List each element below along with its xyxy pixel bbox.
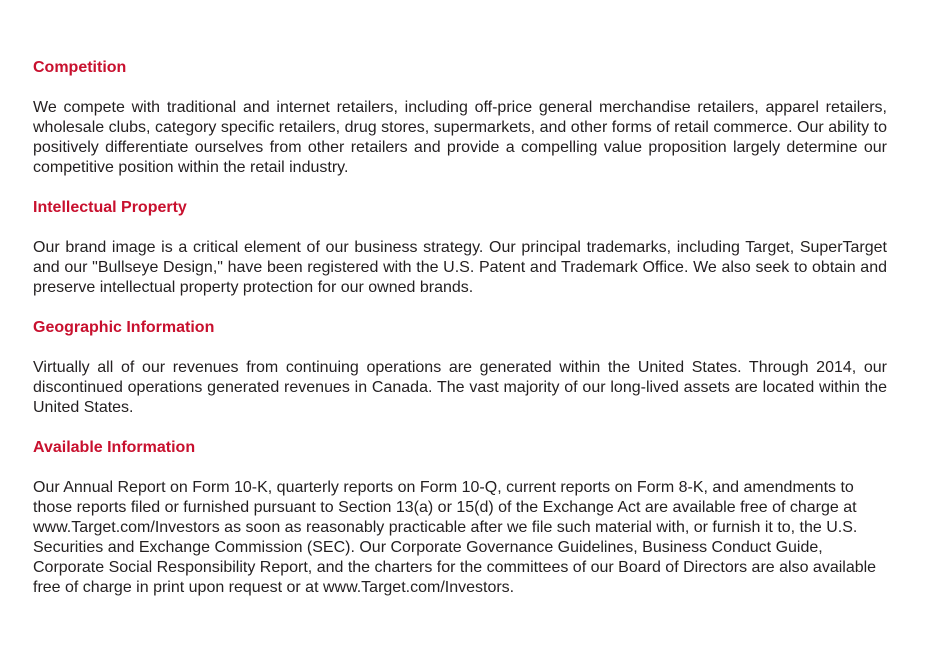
section-heading: Available Information — [33, 439, 196, 456]
section-heading: Competition — [33, 59, 127, 76]
section-heading: Geographic Information — [33, 319, 215, 336]
section-available-information — [33, 438, 887, 598]
section-competition — [33, 58, 887, 178]
section-body: We compete with traditional and internet retailers, including off-price general merchandise retailers, apparel retailers, wholesale clubs, category specific retailers, drug stores, supermarkets, and other forms of retail commerce. Our ability to positively differentiate ourselves from other retailers and provide a compelling value proposition largely determine our competitive position within the retail industry. — [33, 99, 887, 176]
section-body: Our Annual Report on Form 10-K, quarterly reports on Form 10-Q, current reports on Form 8-K, and amendments to those reports filed or furnished pursuant to Section 13(a) or 15(d) of the Exchange Act are available free of charge at www.Target.com/Investors as soon as reasonably practicable after we file such material with, or furnish it to, the U.S. Securities and Exchange Commission (SEC). Our Corporate Governance Guidelines, Business Conduct Guide, Corporate Social Responsibility Report, and the charters for the committees of our Board of Directors are also available free of charge in print upon request or at www.Target.com/Investors. — [33, 479, 877, 596]
section-intellectual-property — [33, 198, 887, 298]
section-body: Virtually all of our revenues from continuing operations are generated within the United States. Through 2014, our discontinued operations generated revenues in Canada. The vast majority of our long-lived assets are located within the United States. — [33, 359, 887, 416]
section-geographic-information — [33, 318, 887, 418]
document-page — [33, 58, 887, 618]
section-heading: Intellectual Property — [33, 199, 187, 216]
section-body: Our brand image is a critical element of our business strategy. Our principal trademarks, including Target, SuperTarget and our "Bullseye Design," have been registered with the U.S. Patent and Trademark Office. We also seek to obtain and preserve intellectual property protection for our owned brands. — [33, 239, 887, 296]
